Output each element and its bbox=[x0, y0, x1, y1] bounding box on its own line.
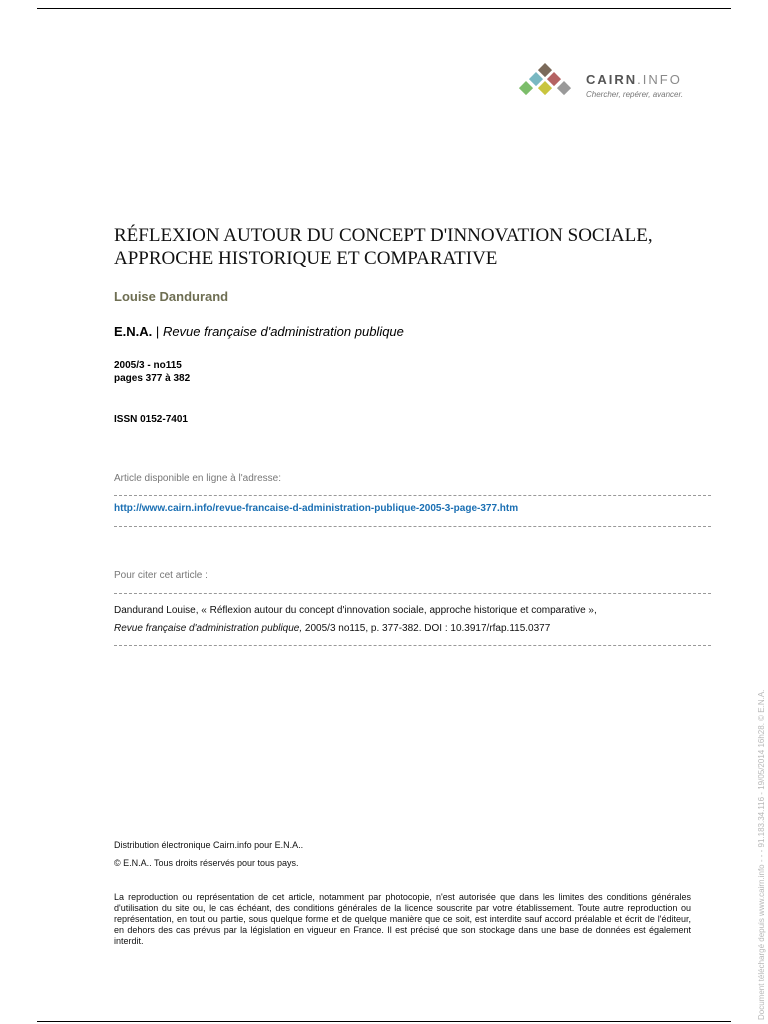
download-watermark: Document téléchargé depuis www.cairn.info - - - 91.183.34.116 - 19/05/2014 16h28. © E.N.A. bbox=[757, 689, 766, 1020]
issue-info bbox=[114, 359, 190, 385]
dashed-divider bbox=[114, 526, 711, 527]
title-line-1: RÉFLEXION AUTOUR DU CONCEPT D'INNOVATION SOCIALE, bbox=[114, 225, 653, 246]
cite-label: Pour citer cet article : bbox=[114, 570, 208, 581]
publisher: E.N.A. bbox=[114, 324, 153, 339]
journal-separator: | bbox=[155, 324, 160, 339]
distribution-notice bbox=[114, 836, 303, 872]
title-line-2: APPROCHE HISTORIQUE ET COMPARATIVE bbox=[114, 248, 498, 269]
issue-number: 2005/3 - no115 bbox=[114, 360, 182, 371]
author-name: Louise Dandurand bbox=[114, 289, 229, 304]
article-url-link[interactable]: http://www.cairn.info/revue-francaise-d-administration-publique-2005-3-page-377.htm bbox=[114, 503, 519, 514]
cairn-logo[interactable] bbox=[512, 60, 712, 106]
legal-notice: La reproduction ou représentation de cet article, notamment par photocopie, n'est autorisée que dans les limites des conditions générales d'utilisation du site ou, le cas échéant, des conditions générales de la licence souscrite par votre établissement. Toute autre reproduction ou représentation, en tout ou partie, sous quelque forme et de quelque manière que ce soit, est interdite sauf accord préalable et écrit de l'éditeur, en dehors des cas prévus par la législation en vigueur en France. Il est précisé que son stockage dans une base de données est également interdit. bbox=[114, 892, 691, 946]
citation-line-2 bbox=[114, 620, 714, 638]
citation-details: 2005/3 no115, p. 377-382. DOI : 10.3917/rfap.115.0377 bbox=[302, 623, 551, 634]
dashed-divider bbox=[114, 495, 711, 496]
distribution-line: Distribution électronique Cairn.info pour E.N.A.. bbox=[114, 840, 304, 850]
page-range: pages 377 à 382 bbox=[114, 373, 191, 384]
dashed-divider bbox=[114, 593, 711, 594]
logo-diamonds-icon bbox=[512, 60, 582, 106]
citation-journal: Revue française d'administration publique, bbox=[114, 623, 303, 634]
top-rule bbox=[37, 8, 731, 9]
journal-line bbox=[114, 324, 404, 339]
dashed-divider bbox=[114, 645, 711, 646]
issn: ISSN 0152-7401 bbox=[114, 414, 188, 425]
logo-name-main: CAIRN bbox=[586, 72, 638, 87]
online-label: Article disponible en ligne à l'adresse: bbox=[114, 473, 282, 484]
logo-tagline: Chercher, repérer, avancer. bbox=[586, 90, 684, 99]
logo-name-suffix: .INFO bbox=[637, 72, 682, 87]
bottom-rule bbox=[37, 1021, 731, 1022]
logo-name bbox=[586, 72, 682, 87]
citation-line-1: Dandurand Louise, « Réflexion autour du concept d'innovation sociale, approche historique et comparative », bbox=[114, 605, 597, 616]
copyright-line: © E.N.A.. Tous droits réservés pour tous pays. bbox=[114, 858, 299, 868]
journal-name: Revue française d'administration publique bbox=[162, 324, 404, 339]
article-title bbox=[114, 224, 714, 270]
citation-text bbox=[114, 602, 714, 638]
